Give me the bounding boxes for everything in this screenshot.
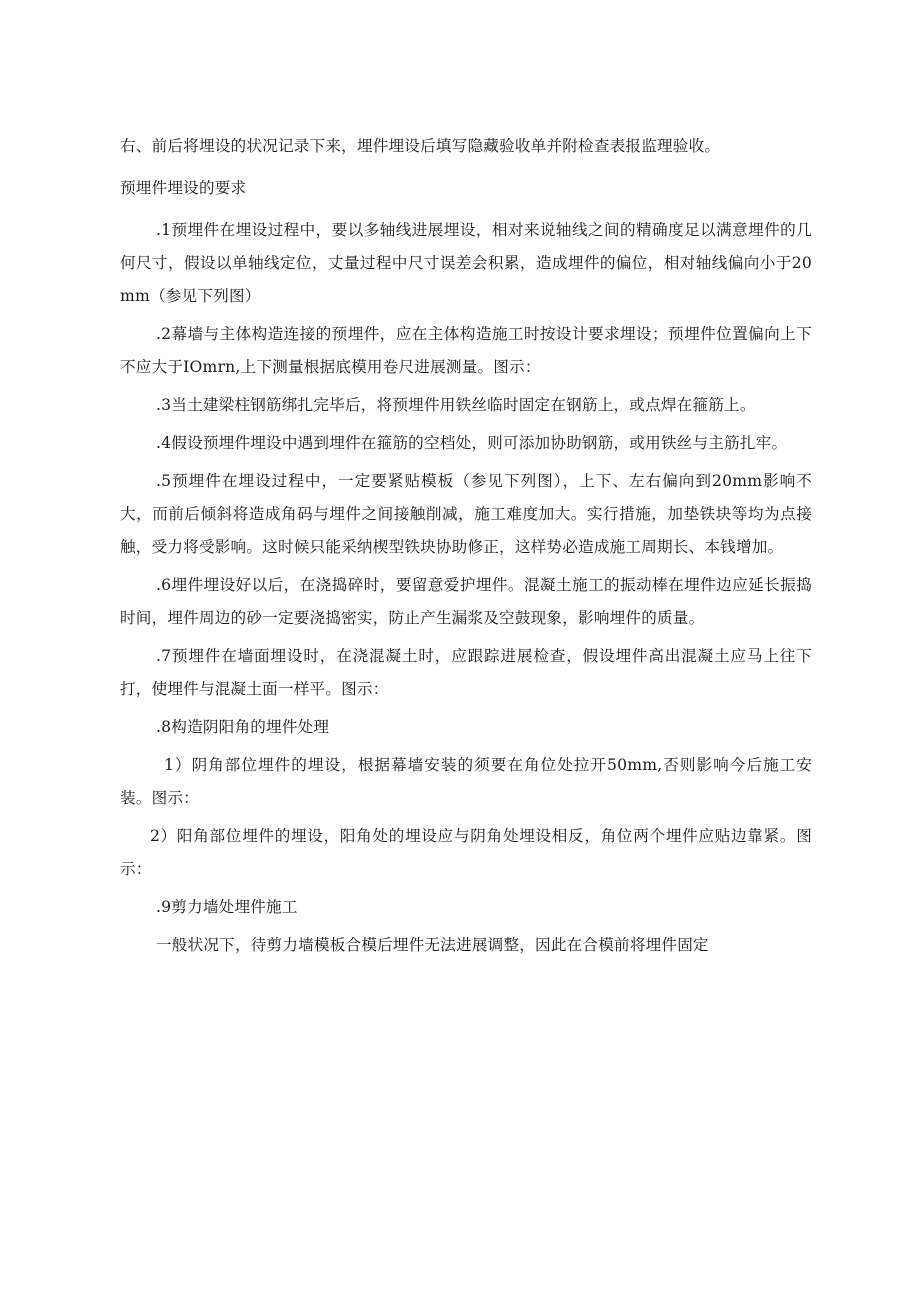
paragraph-item-8-2: 2）阳角部位埋件的埋设，阳角处的埋设应与阴角处埋设相反，角位两个埋件应贴边靠紧。图示：: [120, 827, 812, 878]
document-body: [120, 130, 812, 962]
paragraph-item-6: .6埋件埋设好以后，在浇捣碎时，要留意爱护埋件。混凝土施工的振动棒在埋件边应延长振捣时间，埋件周边的砂一定要浇捣密实，防止产生漏浆及空鼓现象，影响埋件的质量。: [120, 576, 812, 627]
paragraph-item-2: .2幕墙与主体构造连接的预埋件，应在主体构造施工时按设计要求埋设；预埋件位置偏向上下不应大于IOmrn,上下测量根据底模用卷尺进展测量。图示：: [120, 325, 812, 376]
paragraph-item-3: .3当土建梁柱钢筋绑扎完毕后，将预埋件用铁丝临时固定在钢筋上，或点焊在箍筋上。: [156, 396, 756, 414]
section-heading-embedment-requirements: 预埋件埋设的要求: [120, 179, 247, 197]
subheading-item-8: .8构造阴阳角的埋件处理: [156, 718, 330, 736]
paragraph-record-continuation: 右、前后将埋设的状况记录下来，埋件埋设后填写隐藏验收单并附检查表报监理验收。: [120, 137, 721, 155]
paragraph-item-4: .4假设预埋件埋设中遇到埋件在箍筋的空档处，则可添加协助钢筋，或用铁丝与主筋扎牢。: [156, 434, 788, 452]
paragraph-item-5: .5预埋件在埋设过程中，一定要紧贴模板（参见下列图），上下、左右偏向到20mm影响不大，而前后倾斜将造成角码与埋件之间接触削减，施工难度加大。实行措施，加垫铁块等均为点接触，受力将受影响。这时候只能采纳楔型铁块协助修正，这样势必造成施工周期长、本钱增加。: [120, 472, 812, 556]
subheading-item-9: .9剪力墙处埋件施工: [156, 898, 298, 916]
paragraph-item-8-1: 1）阴角部位埋件的埋设，根据幕墙安装的须要在角位处拉开50mm,否则影响今后施工安装。图示：: [120, 756, 812, 807]
paragraph-item-7: .7预埋件在墙面埋设时，在浇混凝土时，应跟踪进展检查，假设埋件高出混凝土应马上往下打，使埋件与混凝土面一样平。图示：: [120, 647, 812, 698]
paragraph-item-1: .1预埋件在埋设过程中，要以多轴线进展埋设，相对来说轴线之间的精确度足以满意埋件的几何尺寸，假设以单轴线定位，丈量过程中尺寸误差会积累，造成埋件的偏位，相对轴线偏向小于20mm（参见下列图）: [120, 221, 812, 305]
paragraph-item-9-text: 一般状况下，待剪力墙模板合模后埋件无法进展调整，因此在合模前将埋件固定: [156, 936, 709, 954]
